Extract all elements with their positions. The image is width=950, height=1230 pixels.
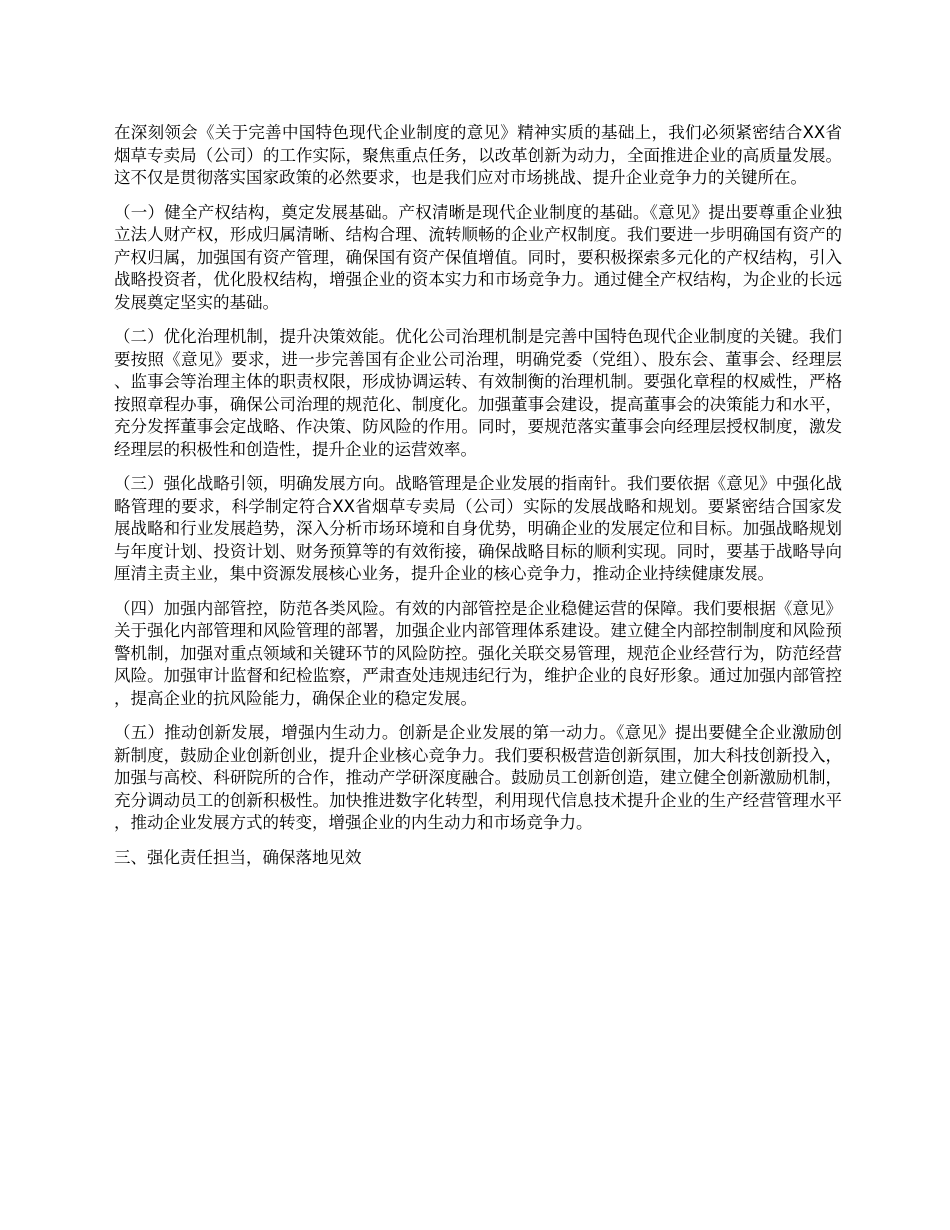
section-1-property-rights: （一）健全产权结构，奠定发展基础。产权清晰是现代企业制度的基础。《意见》提出要尊重企业独立法人财产权，形成归属清晰、结构合理、流转顺畅的企业产权制度。我们要进一步明确国有资产的产权归属，加强国有资产管理，确保国有资产保值增值。同时，要积极探索多元化的产权结构，引入战略投资者，优化股权结构，增强企业的资本实力和市场竞争力。通过健全产权结构，为企业的长远发展奠定坚实的基础。 bbox=[114, 202, 842, 312]
section-5-innovation: （五）推动创新发展，增强内生动力。创新是企业发展的第一动力。《意见》提出要健全企业激励创新制度，鼓励企业创新创业，提升企业核心竞争力。我们要积极营造创新氛围，加大科技创新投入，加强与高校、科研院所的合作，推动产学研深度融合。鼓励员工创新创造，建立健全创新激励机制，充分调动员工的创新积极性。加快推进数字化转型，利用现代信息技术提升企业的生产经营管理水平，推动企业发展方式的转变，增强企业的内生动力和市场竞争力。 bbox=[114, 723, 842, 832]
section-3-strategy: （三）强化战略引领，明确发展方向。战略管理是企业发展的指南针。我们要依据《意见》中强化战略管理的要求，科学制定符合XX省烟草专卖局（公司）实际的发展战略和规划。要紧密结合国家发展战略和行业发展趋势，深入分析市场环境和自身优势，明确企业的发展定位和目标。加强战略规划与年度计划、投资计划、财务预算等的有效衔接，确保战略目标的顺利实现。同时，要基于战略导向厘清主责主业，集中资源发展核心业务，提升企业的核心竞争力，推动企业持续健康发展。 bbox=[114, 474, 842, 583]
intro-paragraph: 在深刻领会《关于完善中国特色现代企业制度的意见》精神实质的基础上，我们必须紧密结合XX省烟草专卖局（公司）的工作实际，聚焦重点任务，以改革创新为动力，全面推进企业的高质量发展。这不仅是贯彻落实国家政策的必然要求，也是我们应对市场挑战、提升企业竞争力的关键所在。 bbox=[114, 123, 842, 187]
section-4-internal-control: （四）加强内部管控，防范各类风险。有效的内部管控是企业稳健运营的保障。我们要根据《意见》关于强化内部管理和风险管理的部署，加强企业内部管理体系建设。建立健全内部控制制度和风险预警机制，加强对重点领域和关键环节的风险防控。强化关联交易管理，规范企业经营行为，防范经营风险。加强审计监督和纪检监察，严肃查处违规违纪行为，维护企业的良好形象。通过加强内部管控，提高企业的抗风险能力，确保企业的稳定发展。 bbox=[114, 598, 842, 708]
part-3-heading: 三、强化责任担当，确保落地见效 bbox=[114, 847, 362, 867]
section-2-governance: （二）优化治理机制，提升决策效能。优化公司治理机制是完善中国特色现代企业制度的关键。我们要按照《意见》要求，进一步完善国有企业公司治理，明确党委（党组）、股东会、董事会、经理层、监事会等治理主体的职责权限，形成协调运转、有效制衡的治理机制。要强化章程的权威性，严格按照章程办事，确保公司治理的规范化、制度化。加强董事会建设，提高董事会的决策能力和水平，充分发挥董事会定战略、作决策、防风险的作用。同时，要规范落实董事会向经理层授权制度，激发经理层的积极性和创造性，提升企业的运营效率。 bbox=[114, 327, 842, 459]
document-body bbox=[114, 122, 842, 881]
